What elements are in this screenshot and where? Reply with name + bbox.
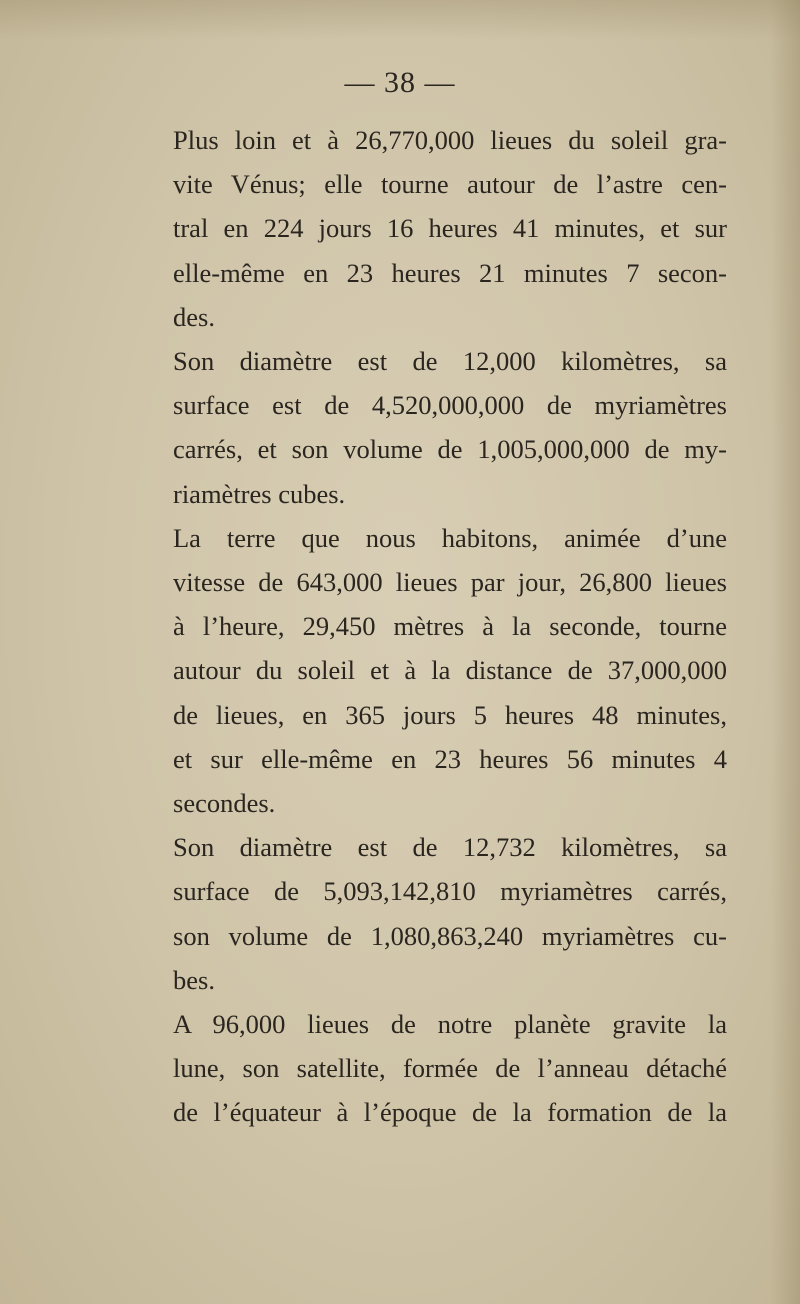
- text-line: son volume de 1,080,863,240 myriamètres cu-: [173, 920, 727, 951]
- text-line: des.: [173, 301, 215, 332]
- text-line: autour du soleil et à la distance de 37,000,000: [173, 655, 727, 686]
- text-line: carrés, et son volume de 1,005,000,000 de my-: [173, 434, 727, 465]
- text-line: secondes.: [173, 788, 276, 819]
- page-edge-shadow-top: [0, 0, 800, 40]
- text-line: riamètres cubes.: [173, 478, 346, 509]
- text-line: vite Vénus; elle tourne autour de l’astre cen-: [173, 169, 727, 200]
- paragraph-earth-orbit: [145, 516, 727, 825]
- text-line: A 96,000 lieues de notre planète gravite la: [173, 1009, 727, 1040]
- text-line: Son diamètre est de 12,732 kilomètres, sa: [173, 832, 727, 863]
- paragraph-venus-dimensions: [145, 339, 727, 516]
- page-edge-shadow-right: [770, 0, 800, 1304]
- text-line: Son diamètre est de 12,000 kilomètres, sa: [173, 346, 727, 377]
- text-line: de lieues, en 365 jours 5 heures 48 minutes,: [173, 699, 727, 730]
- text-line: de l’équateur à l’époque de la formation de la: [173, 1097, 727, 1128]
- body-text: [145, 118, 727, 1135]
- text-line: et sur elle-même en 23 heures 56 minutes 4: [173, 743, 727, 774]
- text-line: vitesse de 643,000 lieues par jour, 26,800 lieues: [173, 567, 727, 598]
- page-number: — 38 —: [344, 66, 456, 99]
- text-line: surface de 5,093,142,810 myriamètres carrés,: [173, 876, 727, 907]
- paragraph-moon: [145, 1002, 727, 1135]
- text-line: elle-même en 23 heures 21 minutes 7 secon-: [173, 257, 727, 288]
- text-line: La terre que nous habitons, animée d’une: [173, 522, 727, 553]
- text-line: lune, son satellite, formée de l’anneau détaché: [173, 1053, 727, 1084]
- text-line: à l’heure, 29,450 mètres à la seconde, tourne: [173, 611, 727, 642]
- text-line: bes.: [173, 964, 215, 995]
- paragraph-venus-orbit: [145, 118, 727, 339]
- text-line: tral en 224 jours 16 heures 41 minutes, et sur: [173, 213, 727, 244]
- text-line: surface est de 4,520,000,000 de myriamètres: [173, 390, 727, 421]
- text-line: Plus loin et à 26,770,000 lieues du soleil gra-: [173, 125, 727, 155]
- paragraph-earth-dimensions: [145, 825, 727, 1002]
